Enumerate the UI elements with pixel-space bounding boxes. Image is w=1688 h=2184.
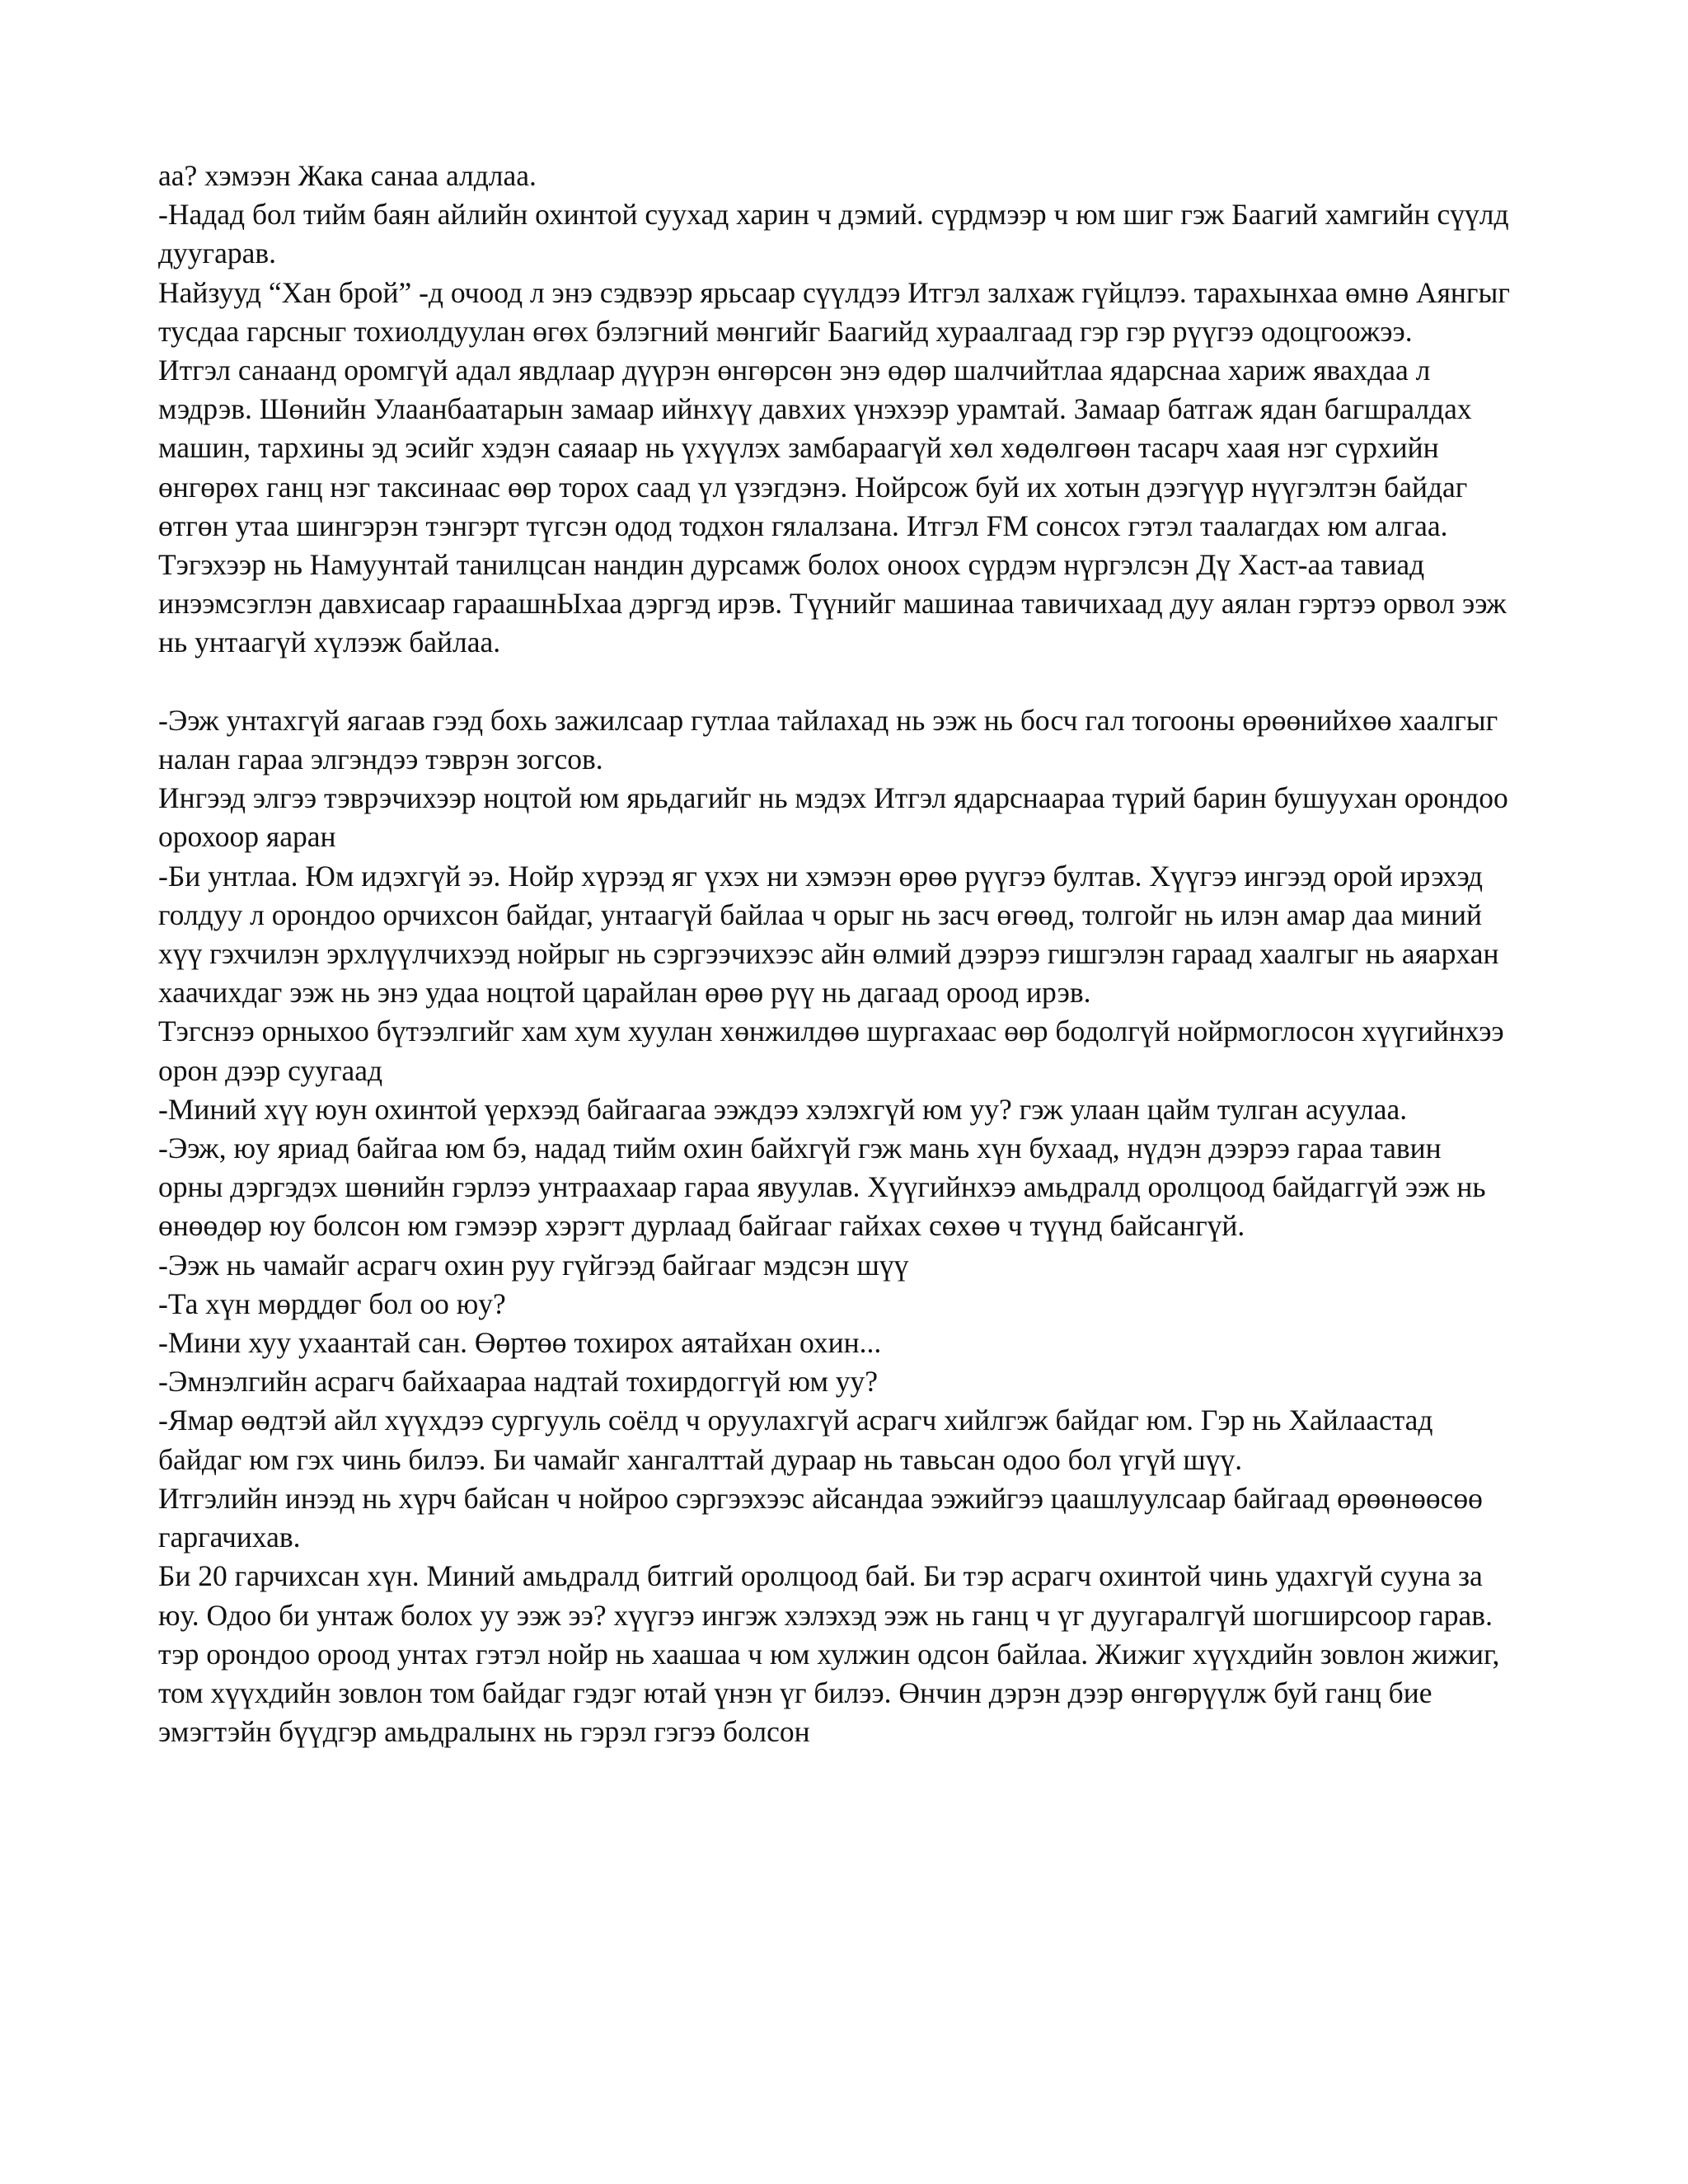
paragraph-2: -Надад бол тийм баян айлийн охинтой суухад харин ч дэмий. сүрдмээр ч юм шиг гэж Баагий хамгийн сүүлд дуугарав. bbox=[158, 198, 1509, 270]
paragraph-8: Тэгснээ орныхоо бүтээлгийг хам хум хуулан хөнжилдөө шургахаас өөр бодолгүй нойрмоглосон хүүгийнхээ орон дээр суугаад bbox=[158, 1015, 1504, 1087]
paragraph-6: Ингээд элгээ тэврэчихээр ноцтой юм ярьдагийг нь мэдэх Итгэл ядарснаараа түрий барин бушуухан орондоо орохоор яаран bbox=[158, 781, 1508, 854]
paragraph-15: -Ямар өөдтэй айл хүүхдээ сургууль соёлд ч оруулахгүй асрагч хийлгэж байдаг юм. Гэр нь Хайлаастад байдаг юм гэх чинь билээ. Би чамайг хангалттай дураар нь тавьсан одоо бол үгүй шүү. bbox=[158, 1404, 1433, 1476]
document-page bbox=[158, 157, 1510, 1751]
paragraph-14: -Эмнэлгийн асрагч байхаараа надтай тохирдоггүй юм уу? bbox=[158, 1365, 879, 1399]
paragraph-17: Би 20 гарчихсан хүн. Миний амьдралд битгий оролцоод бай. Би тэр асрагч охинтой чинь удахгүй сууна за юу. Одоо би унтаж болох уу ээж ээ? хүүгээ ингэж хэлэхэд ээж нь ганц ч үг дуугаралгүй шогширсоор гарав. тэр орондоо ороод унтах гэтэл нойр нь хаашаа ч юм хулжин одсон байлаа. Жижиг хүүхдийн зовлон жижиг, том хүүхдийн зовлон том байдаг гэдэг ютай үнэн үг билээ. Өнчин дэрэн дээр өнгөрүүлж буй ганц бие эмэгтэйн бүүдгэр амьдралынх нь гэрэл гэгээ болсон bbox=[158, 1559, 1500, 1749]
paragraph-12: -Та хүн мөрддөг бол оо юу? bbox=[158, 1286, 506, 1320]
paragraph-11: -Ээж нь чамайг асрагч охин руу гүйгээд байгааг мэдсэн шүү bbox=[158, 1248, 909, 1282]
paragraph-5: -Ээж унтахгүй яагаав гээд бохь зажилсаар гутлаа тайлахад нь ээж нь босч гал тогооны өрөөнийхөө хаалгыг налан гараа элгэндээ тэврэн зогсов. bbox=[158, 703, 1498, 776]
paragraph-13: -Мини хуу ухаантай сан. Өөртөө тохирох аятайхан охин... bbox=[158, 1326, 882, 1360]
paragraph-9: -Миний хүү юун охинтой үерхээд байгаагаа ээждээ хэлэхгүй юм уу? гэж улаан цайм тулган асуулаа. bbox=[158, 1092, 1408, 1126]
paragraph-4: Итгэл санаанд оромгүй адал явдлаар дүүрэн өнгөрсөн энэ өдөр шалчийтлаа ядарснаа хариж явахдаа л мэдрэв. Шөнийн Улаанбаатарын замаар ийнхүү давхих үнэхээр урамтай. Замаар батгаж ядан багшралдах машин, тархины эд эсийг хэдэн саяаар нь үхүүлэх замбараагүй хөл хөдөлгөөн тасарч хаая нэг сүрхийн өнгөрөх ганц нэг таксинаас өөр торох саад үл үзэгдэнэ. Нойрсож буй их хотын дээгүүр нүүгэлтэн байдаг өтгөн утаа шингэрэн тэнгэрт түгсэн одод тодхон гялалзана. Итгэл FM сонсох гэтэл таалагдах юм алгаа. Тэгэхээр нь Намуунтай танилцсан нандин дурсамж болох оноох сүрдэм нүргэлсэн Дү Хаст-аа тавиад инээмсэглэн давхисаар гараашнЫхаа дэргэд ирэв. Түүнийг машинаа тавичихаад дуу аялан гэртээ орвол ээж нь унтаагүй хүлээж байлаа. bbox=[158, 354, 1507, 659]
paragraph-7: -Би унтлаа. Юм идэхгүй ээ. Нойр хүрээд яг үхэх ни хэмээн өрөө рүүгээ бултав. Хүүгээ ингээд орой ирэхэд голдуу л орондоо орчихсон байдаг, унтаагүй байлаа ч орыг нь засч өгөөд, толгойг нь илэн амар даа миний хүү гэхчилэн эрхлүүлчихээд нойрыг нь сэргээчихээс айн өлмий дээрээ гишгэлэн гараад хаалгыг нь аяархан хаачихдаг ээж нь энэ удаа ноцтой царайлан өрөө рүү нь дагаад ороод ирэв. bbox=[158, 859, 1499, 1010]
paragraph-1: аа? хэмээн Жака санаа алдлаа. bbox=[158, 159, 537, 192]
paragraph-10: -Ээж, юу яриад байгаа юм бэ, надад тийм охин байхгүй гэж мань хүн бухаад, нүдэн дээрээ гараа тавин орны дэргэдэх шөнийн гэрлээ унтраахаар гараа явуулав. Хүүгийнхээ амьдралд оролцоод байдаггүй ээж нь өнөөдөр юу болсон юм гэмээр хэрэгт дурлаад байгааг гайхах сөхөө ч түүнд байсангүй. bbox=[158, 1132, 1486, 1243]
paragraph-3: Найзууд “Хан брой” -д очоод л энэ сэдвээр ярьсаар сүүлдээ Итгэл залхаж гүйцлээ. тарахынхаа өмнө Аянгыг тусдаа гарсныг тохиолдуулан өгөх бэлэгний мөнгийг Баагийд хураалгаад гэр гэр рүүгээ одоцгоожээ. bbox=[158, 275, 1510, 348]
paragraph-16: Итгэлийн инээд нь хүрч байсан ч нойроо сэргээхээс айсандаа ээжийгээ цаашлуулсаар байгаад өрөөнөөсөө гаргачихав. bbox=[158, 1481, 1483, 1554]
